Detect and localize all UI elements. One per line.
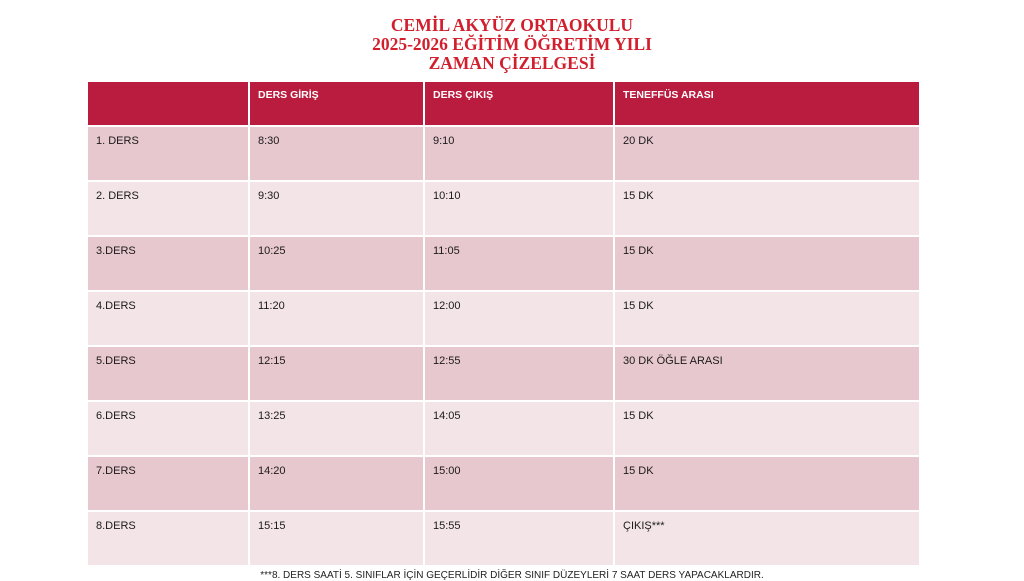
lesson-cell: 5.DERS [87, 346, 249, 401]
document-title [0, 16, 1024, 73]
column-header-end: DERS ÇIKIŞ [424, 81, 614, 126]
break-cell: 30 DK ÖĞLE ARASI [614, 346, 920, 401]
table-row [87, 401, 920, 456]
footnote: ***8. DERS SAATİ 5. SINIFLAR İÇİN GEÇERLİDİR DİĞER SINIF DÜZEYLERİ 7 SAAT DERS YAPACAKLARDIR. [260, 570, 764, 581]
end-time-cell: 12:00 [424, 291, 614, 346]
break-cell: 15 DK [614, 236, 920, 291]
break-cell: 15 DK [614, 181, 920, 236]
end-time-cell: 11:05 [424, 236, 614, 291]
schedule-table [86, 80, 921, 567]
end-time-cell: 9:10 [424, 126, 614, 181]
table-row [87, 456, 920, 511]
break-cell: 20 DK [614, 126, 920, 181]
column-header-lesson [87, 81, 249, 126]
schedule-title: ZAMAN ÇİZELGESİ [428, 53, 596, 73]
lesson-cell: 8.DERS [87, 511, 249, 566]
start-time-cell: 15:15 [249, 511, 424, 566]
lesson-cell: 3.DERS [87, 236, 249, 291]
end-time-cell: 12:55 [424, 346, 614, 401]
lesson-cell: 7.DERS [87, 456, 249, 511]
lesson-cell: 2. DERS [87, 181, 249, 236]
column-header-break: TENEFFÜS ARASI [614, 81, 920, 126]
break-cell: 15 DK [614, 401, 920, 456]
column-header-start: DERS GİRİŞ [249, 81, 424, 126]
table-header-row [87, 81, 920, 126]
end-time-cell: 15:55 [424, 511, 614, 566]
start-time-cell: 12:15 [249, 346, 424, 401]
academic-year: 2025-2026 EĞİTİM ÖĞRETİM YILI [372, 34, 652, 54]
school-name: CEMİL AKYÜZ ORTAOKULU [390, 15, 634, 35]
table-row [87, 236, 920, 291]
start-time-cell: 14:20 [249, 456, 424, 511]
break-cell: ÇIKIŞ*** [614, 511, 920, 566]
end-time-cell: 14:05 [424, 401, 614, 456]
table-row [87, 291, 920, 346]
table-row [87, 181, 920, 236]
end-time-cell: 15:00 [424, 456, 614, 511]
break-cell: 15 DK [614, 291, 920, 346]
start-time-cell: 8:30 [249, 126, 424, 181]
table-row [87, 511, 920, 566]
lesson-cell: 1. DERS [87, 126, 249, 181]
start-time-cell: 9:30 [249, 181, 424, 236]
break-cell: 15 DK [614, 456, 920, 511]
table-row [87, 346, 920, 401]
start-time-cell: 10:25 [249, 236, 424, 291]
start-time-cell: 13:25 [249, 401, 424, 456]
start-time-cell: 11:20 [249, 291, 424, 346]
lesson-cell: 6.DERS [87, 401, 249, 456]
end-time-cell: 10:10 [424, 181, 614, 236]
lesson-cell: 4.DERS [87, 291, 249, 346]
table-row [87, 126, 920, 181]
